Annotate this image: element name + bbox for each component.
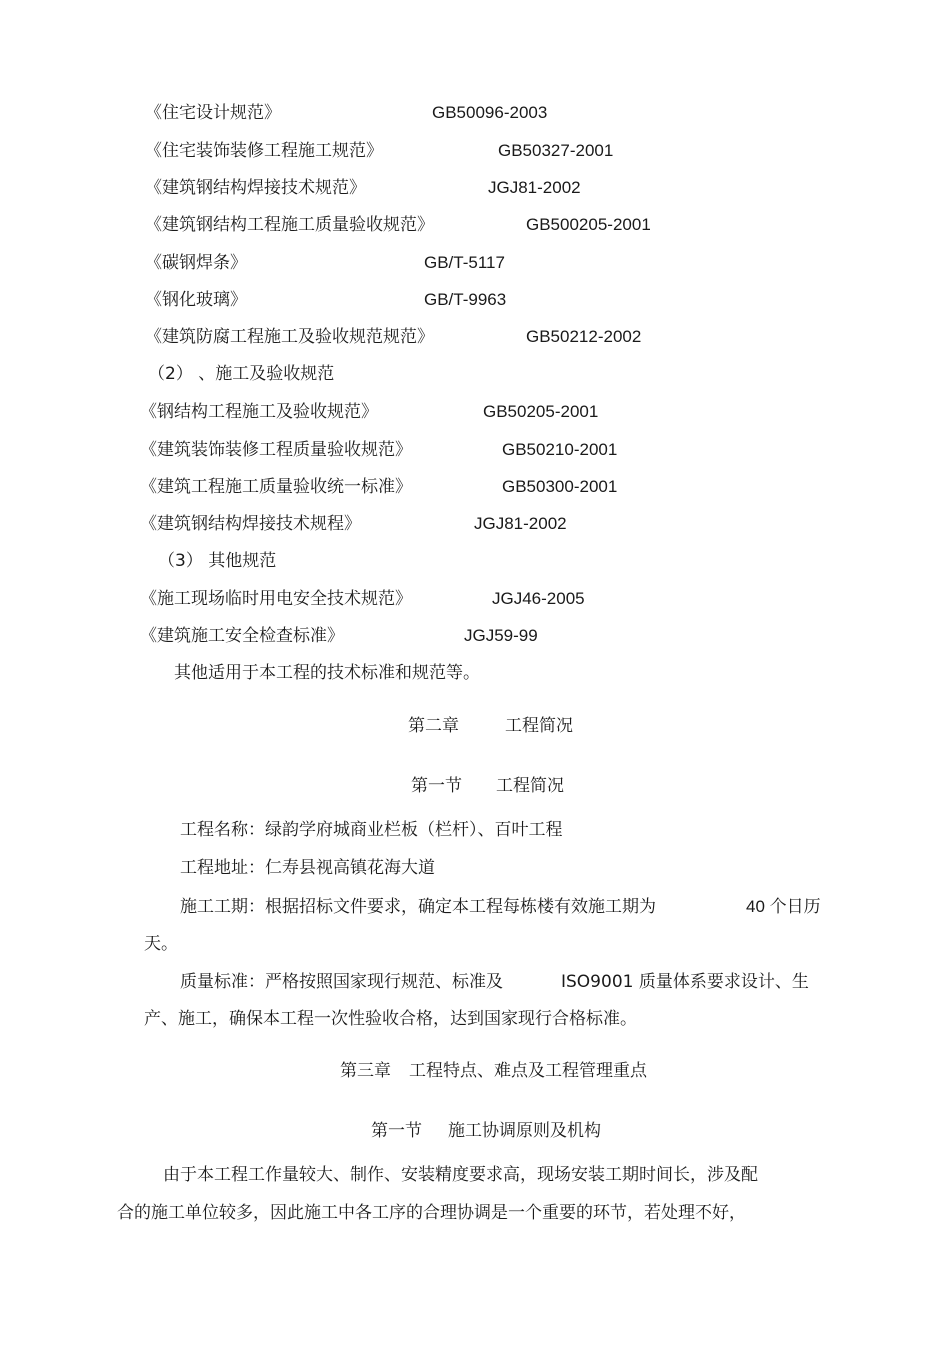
standard-name: 《钢结构工程施工及验收规范》 [140,402,378,422]
standard-code: JGJ81-2002 [488,178,581,197]
project-quality-cont: 产、施工，确保本工程一次性验收合格，达到国家现行合格标准。 [144,1009,637,1029]
chapter-number: 第三章 [340,1061,391,1081]
standard-name: 《住宅设计规范》 [145,103,281,123]
standard-name: 《建筑工程施工质量验收统一标准》 [140,477,412,497]
standard-name: 《建筑钢结构焊接技术规范》 [145,178,366,198]
project-address: 工程地址：仁寿县视高镇花海大道 [180,858,435,878]
standard-name: 《钢化玻璃》 [145,290,247,310]
standard-name: 《建筑防腐工程施工及验收规范规范》 [145,327,434,347]
standard-name: 《住宅装饰装修工程施工规范》 [145,141,383,161]
standard-name: 《建筑钢结构焊接技术规程》 [140,514,361,534]
standard-code: JGJ46-2005 [492,589,585,608]
chapter-title: 工程简况 [505,716,573,736]
standard-code: GB500205-2001 [526,215,651,234]
section-title: （3） 其他规范 [158,551,277,571]
project-name: 工程名称：绿韵学府城商业栏板（栏杆）、百叶工程 [180,820,563,840]
project-quality: 质量标准：严格按照国家现行规范、标准及 [180,972,503,992]
other-note: 其他适用于本工程的技术标准和规范等。 [174,663,480,683]
chapter-title: 工程特点、难点及工程管理重点 [409,1061,647,1081]
standard-code: GB/T-9963 [424,290,507,309]
section-number: 第一节 [371,1121,422,1141]
chapter-number: 第二章 [408,716,459,736]
project-period: 施工工期：根据招标文件要求，确定本工程每栋楼有效施工期为 [180,897,656,917]
standard-code: GB50212-2002 [526,327,642,346]
project-period-days: 40 个日历 [746,897,821,916]
project-period-cont: 天。 [144,934,178,954]
paragraph-line: 合的施工单位较多，因此施工中各工序的合理协调是一个重要的环节，若处理不好， [117,1203,746,1223]
paragraph-line: 由于本工程工作量较大、制作、安装精度要求高，现场安装工期时间长，涉及配 [163,1165,758,1185]
standard-code: GB50210-2001 [502,440,618,459]
standard-code: JGJ81-2002 [474,514,567,533]
standard-code: JGJ59-99 [464,626,538,645]
section-number: 第一节 [411,776,462,796]
standard-code: GB50327-2001 [498,141,614,160]
standard-name: 《施工现场临时用电安全技术规范》 [140,589,412,609]
standard-code: GB50300-2001 [502,477,618,496]
standard-name: 《建筑施工安全检查标准》 [140,626,344,646]
standard-code: GB50096-2003 [432,103,548,122]
section-heading: 工程简况 [496,776,564,796]
standard-code: GB50205-2001 [483,402,599,421]
standard-name: 《建筑装饰装修工程质量验收规范》 [140,440,412,460]
section-heading: 施工协调原则及机构 [448,1121,601,1141]
standard-code: GB/T-5117 [424,253,505,272]
project-quality-iso: ISO9001 质量体系要求设计、生 [561,972,809,992]
section-title: （2） 、施工及验收规范 [148,364,335,384]
standard-name: 《建筑钢结构工程施工质量验收规范》 [145,215,434,235]
standard-name: 《碳钢焊条》 [145,253,247,273]
